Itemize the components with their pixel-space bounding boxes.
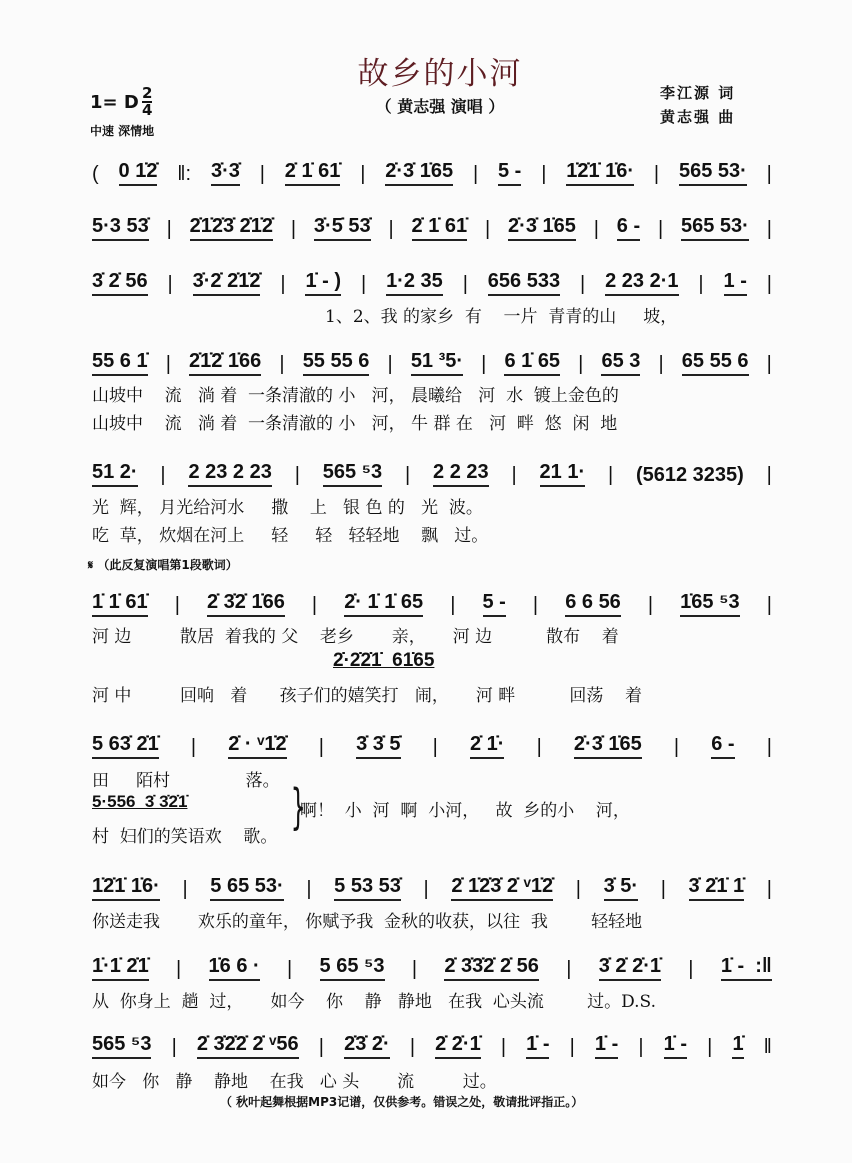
note-group: 5 65 ⁵3 — [320, 955, 385, 981]
note-group: 1̇65 ⁵3 — [680, 591, 739, 617]
note-group: 55 55 6 — [303, 350, 370, 376]
barline: | — [536, 736, 542, 758]
note-group: 2̇ 3̇2̇ 1̇66 — [207, 591, 285, 617]
notation-row — [92, 461, 772, 487]
barline: | — [766, 218, 772, 240]
segno-repeat-note: 𝄋 （此反复演唱第1段歌词） — [88, 558, 238, 572]
barline: | — [409, 1036, 416, 1058]
note-group: 2 23 2·1 — [605, 270, 678, 296]
note-group: 2 23 2 23 — [188, 461, 271, 487]
notation-row — [92, 955, 772, 981]
barline: | — [160, 464, 166, 486]
note-group: 2̇ 2̇·1̇ — [435, 1033, 481, 1059]
barline: | — [182, 878, 188, 900]
note-group: 2̇·3̇ 1̇65 — [574, 733, 642, 759]
lyric-line: 你送走我 欢乐的童年， 你赋予我 金秋的收获，以往 我 轻轻地 — [92, 912, 643, 932]
note-group: 1̇2̇1̇ 1̇6· — [92, 875, 160, 901]
note-group: 5 63̇ 2̇1̇ — [92, 733, 159, 759]
barline: | — [387, 353, 393, 375]
note-group: 65 55 6 — [682, 350, 749, 376]
barline: | — [688, 958, 694, 980]
note-group: 6 - — [617, 215, 640, 241]
note-group: 2̇1̇2̇3̇ 2̇1̇2̇ — [190, 215, 273, 241]
notation-row — [92, 1033, 772, 1059]
note-group: 5 - — [483, 591, 506, 617]
note-group: 1̇ — [732, 1033, 743, 1059]
barline: | — [698, 273, 704, 295]
barline: | — [472, 163, 479, 185]
barline: | — [306, 878, 312, 900]
chorus-lyric: 啊！ 小 河 啊 小河， 故 乡的小 河， — [300, 801, 630, 821]
barline: | — [450, 594, 456, 616]
lyric-line: 山坡中 流 淌 着 一条清澈的 小 河， 牛 群 在 河 畔 悠 闲 地 — [92, 414, 618, 434]
notation-row — [92, 215, 772, 241]
note-group: 1̇ - — [526, 1033, 549, 1059]
barline: | — [575, 878, 581, 900]
lyricist-credit: 李江源 词 — [660, 84, 736, 102]
note-group: 3̇ 2̇ 56 — [92, 270, 148, 296]
note-group: 6 1̇ 65 — [504, 350, 560, 376]
note-group: 1̇ - ) — [305, 270, 341, 296]
barline: | — [766, 353, 772, 375]
lyric-line: 河 中 回响 着 孩子们的嬉笑打 闹， 河 畔 回荡 着 — [92, 686, 642, 706]
note-group: 0 1̇2̇ — [119, 160, 158, 186]
barline: | — [388, 218, 394, 240]
notation-row — [92, 875, 772, 901]
note-group: 21 1· — [540, 461, 586, 487]
barline: | — [578, 353, 584, 375]
barline: | — [318, 1036, 324, 1058]
barline: | — [423, 878, 429, 900]
notation-row — [92, 350, 772, 376]
barline: | — [766, 464, 772, 486]
barline: | — [318, 736, 324, 758]
note-group: 5 - — [498, 160, 521, 186]
alternate-notes: 2̇·2̇2̇1̇ 61̇65 — [333, 650, 435, 671]
barline: | — [287, 958, 293, 980]
performer-subtitle: （ 黄志强 演唱 ） — [375, 97, 505, 116]
barline: | — [484, 218, 491, 240]
barline: | — [166, 218, 172, 240]
note-group: 5 65 53· — [210, 875, 283, 901]
note-group: 3̇·3̇ — [211, 160, 240, 186]
note-group: 1̇ - :‖ — [721, 955, 772, 981]
time-signature — [142, 86, 152, 118]
brace: } — [290, 779, 306, 835]
note-group: 3̇ 2̇1̇ 1̇ — [689, 875, 745, 901]
note-group: 2̇ 3̇3̇2̇ 2̇ 56 — [444, 955, 539, 981]
barline: ( — [92, 163, 99, 185]
lyric-line: 田 陌村 落。 — [92, 771, 280, 791]
note-group: 565 53· — [679, 160, 747, 186]
barline: | — [280, 273, 286, 295]
barline: | — [532, 594, 539, 616]
barline: | — [174, 594, 180, 616]
note-group: 6 6 56 — [565, 591, 621, 617]
barline: | — [638, 1036, 644, 1058]
lyric-line: 吃 草， 炊烟在河上 轻 轻 轻轻地 飘 过。 — [92, 526, 489, 546]
note-group: 2̇ 1̇2̇3̇ 2̇ ᵛ1̇2̇ — [451, 875, 553, 901]
note-group: 1 - — [724, 270, 747, 296]
note-group: 65 3 — [601, 350, 640, 376]
barline: | — [707, 1036, 713, 1058]
barline: | — [165, 353, 171, 375]
barline: | — [294, 464, 300, 486]
note-group: 3̇ 5· — [604, 875, 638, 901]
barline: | — [259, 163, 265, 185]
note-group: 2̇3̇ 2̇· — [344, 1033, 390, 1059]
note-group: 3̇·2̇ 2̇1̇2̇ — [193, 270, 261, 296]
tempo-marking: 中速 深情地 — [90, 124, 155, 138]
barline: | — [766, 594, 772, 616]
alternate-notes: 5·556 3̇ 3̇2̇1̇ — [92, 792, 188, 811]
barline: | — [658, 353, 664, 375]
meter-top: 2 — [142, 84, 153, 102]
note-group: 2̇ 1̇ 61̇ — [285, 160, 341, 186]
barline: | — [176, 958, 182, 980]
barline: | — [647, 594, 654, 616]
note-group: 565 ⁵3 — [323, 461, 382, 487]
lyric-line: 河 边 散居 着我的 父 老乡 亲， 河 边 散布 着 — [92, 627, 619, 647]
barline: | — [766, 736, 772, 758]
notation-row — [92, 591, 772, 617]
barline: | — [171, 1036, 177, 1058]
barline: | — [766, 273, 772, 295]
note-group: 3̇·5̇ 53̇ — [314, 215, 371, 241]
barline: | — [580, 273, 586, 295]
note-group: 2 2 23 — [433, 461, 489, 487]
lyric-line: 如今 你 静 静地 在我 心 头 流 过。 — [92, 1072, 497, 1092]
note-group: 51 2· — [92, 461, 138, 487]
note-group: 2̇ 3̇2̇2̇ 2̇ ᵛ56 — [197, 1033, 299, 1059]
note-group: 565 ⁵3 — [92, 1033, 151, 1059]
note-group: 2̇·3̇ 1̇65 — [385, 160, 453, 186]
barline: | — [766, 878, 772, 900]
note-group: 3̇ 2̇ 2̇·1̇ — [599, 955, 661, 981]
lyric-line: 从 你身上 趟 过， 如今 你 静 静地 在我 心头流 过。D.S. — [92, 992, 657, 1012]
note-group: 6 - — [711, 733, 734, 759]
note-group: 2̇· 1̇ 1̇ 65 — [344, 591, 423, 617]
barline: | — [673, 736, 680, 758]
note-group: 565 53· — [681, 215, 749, 241]
barline: | — [653, 163, 660, 185]
note-group: 1̇ - — [664, 1033, 687, 1059]
note-group: 51 ³5· — [411, 350, 463, 376]
key-signature: 1= D — [90, 92, 139, 113]
barline: | — [566, 958, 572, 980]
barline: | — [360, 273, 367, 295]
barline: | — [500, 1036, 507, 1058]
notation-row — [92, 270, 772, 296]
barline: | — [290, 218, 297, 240]
note-group: 2̇ · ᵛ1̇2̇ — [228, 733, 286, 759]
barline: | — [657, 218, 664, 240]
notation-row — [92, 733, 772, 759]
notation-row — [92, 160, 772, 186]
note-group: 3̇ 3̇ 5̇ — [356, 733, 400, 759]
note-group: 55 6 1̇ — [92, 350, 148, 376]
barline: | — [167, 273, 173, 295]
note-group: 656 533 — [488, 270, 560, 296]
barline: ‖: — [177, 163, 192, 185]
note-group: 1̇·1̇ 2̇1̇ — [92, 955, 149, 981]
song-title: 故乡的小河 — [357, 56, 523, 92]
note-group: 1·2 35 — [386, 270, 443, 296]
barline: | — [541, 163, 547, 185]
note-group: 1̇2̇1̇ 1̇6· — [566, 160, 634, 186]
note-group: 2̇ 1̇· — [470, 733, 504, 759]
barline: | — [511, 464, 517, 486]
barline: | — [481, 353, 487, 375]
barline: | — [405, 464, 411, 486]
barline: | — [766, 163, 772, 185]
barline: | — [569, 1036, 575, 1058]
note-group: 5 53 53̇ — [334, 875, 401, 901]
composer-credit: 黄志强 曲 — [660, 108, 736, 126]
lyric-line: 山坡中 流 淌 着 一条清澈的 小 河， 晨曦给 河 水 镀上金色的 — [92, 386, 619, 406]
note-group: 2̇ 1̇ 61̇ — [412, 215, 468, 241]
note-group: 1̇6 6 · — [209, 955, 260, 981]
barline: | — [432, 736, 438, 758]
note-group: 2̇·3̇ 1̇65 — [508, 215, 576, 241]
barline: | — [411, 958, 418, 980]
barline: | — [593, 218, 599, 240]
barline: | — [462, 273, 468, 295]
barline: | — [279, 353, 285, 375]
barline: | — [607, 464, 614, 486]
barline: | — [660, 878, 666, 900]
lyric-line: 村 妇们的笑语欢 歌。 — [92, 827, 278, 847]
lyric-line: 1、2、我 的家乡 有 一片 青青的山 坡， — [325, 307, 678, 327]
note-group: 1̇ 1̇ 61̇ — [92, 591, 148, 617]
note-group: 2̇1̇2̇ 1̇66 — [189, 350, 261, 376]
meter-bottom: 4 — [142, 101, 153, 119]
note-group: 5·3 53̇ — [92, 215, 149, 241]
lyric-line: 光 辉， 月光给河水 撒 上 银 色 的 光 波。 — [92, 498, 483, 518]
barline: ‖ — [763, 1036, 772, 1058]
note-group: 1̇ - — [595, 1033, 618, 1059]
note-group: (5612 3235) — [635, 464, 744, 486]
barline: | — [311, 594, 318, 616]
transcription-footer: （ 秋叶起舞根据MP3记谱，仅供参考。错误之处，敬请批评指正。） — [220, 1095, 584, 1109]
barline: | — [190, 736, 197, 758]
barline: | — [360, 163, 366, 185]
